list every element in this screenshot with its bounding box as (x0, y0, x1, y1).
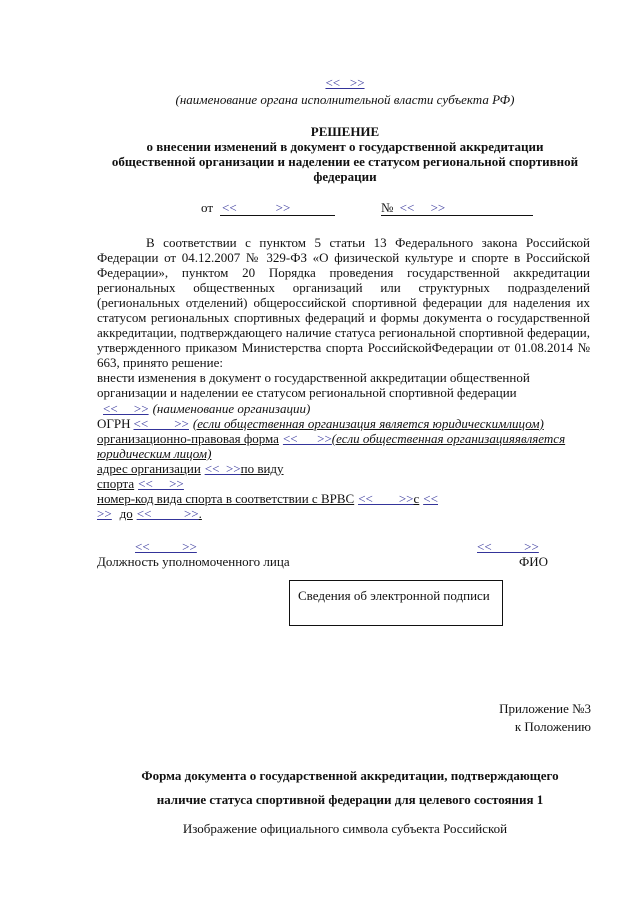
paragraph-line: Федерации», пунктом 20 Порядка проведения государственной аккредитации (97, 264, 590, 280)
sport-placeholder: << >> (138, 476, 184, 491)
ogrn-line (97, 416, 590, 431)
period-to-placeholder: << >> (136, 506, 199, 522)
legal-form-caption-line2: юридическим лицом) (97, 445, 212, 461)
paragraph-line: статусом региональных спортивных федераций и формы документа о государственной (97, 309, 590, 325)
document-subtitle-line: федерации (313, 168, 377, 184)
address-placeholder: << >> (204, 460, 241, 476)
legal-form-caption-cont (97, 446, 590, 461)
date-field (220, 200, 335, 216)
name-placeholder: << >> (477, 538, 539, 554)
address-line (97, 461, 590, 476)
legal-form-placeholder: << >> (282, 430, 332, 446)
sport-code-placeholder: << >> (358, 491, 414, 507)
appendix-label: Приложение №3 (499, 700, 591, 716)
appendix-reference: к Положению (514, 718, 591, 734)
resolution-line: организации и наделении ее статусом региональной спортивной федерации (97, 385, 517, 401)
org-name-line (97, 401, 590, 416)
period-from-open: << (423, 491, 438, 507)
date-placeholder: << >> (222, 199, 291, 215)
paragraph-line: 663, принято решение: (97, 355, 223, 371)
name-label: ФИО (518, 553, 548, 569)
org-name-placeholder: << >> (103, 400, 149, 416)
e-signature-label: Сведения об электронной подписи (298, 588, 490, 603)
position-placeholder: << >> (135, 538, 197, 554)
paragraph-line: региональных общественных организаций или структурных подразделений (97, 279, 590, 295)
ogrn-value (131, 416, 544, 431)
document-body (97, 235, 590, 522)
paragraph-line: утвержденного приказом Министерства спорта РоссийскойФедерации от 01.08.2014 № (97, 340, 590, 356)
ogrn-placeholder: << >> (133, 415, 189, 431)
sport-code-from-label: с (413, 491, 420, 507)
address-suffix: по виду (240, 460, 284, 476)
sport-label: спорта (97, 476, 135, 491)
sport-code-line (97, 491, 590, 506)
document-subtitle-line: о внесении изменений в документ о государственной аккредитации (146, 138, 544, 154)
period-line (97, 506, 590, 521)
symbol-caption: Изображение официального символа субъекта Российской (182, 820, 508, 836)
name-placeholder-line (477, 539, 539, 554)
document-subtitle-line: общественной организации и наделении ее статусом региональной спортивной (111, 153, 579, 169)
ogrn-caption: (если общественная организация является юридическимлицом) (192, 415, 544, 431)
sport-code-label: номер-код вида спорта в соответствии с ВРВС (97, 491, 355, 507)
org-name-caption: (наименование организации) (152, 400, 311, 416)
position-placeholder-line (135, 539, 197, 554)
address-label: адрес организации (97, 460, 201, 476)
paragraph-line: аккредитации, подтверждающего наличие статуса региональной спортивной федерации, (97, 325, 590, 341)
period-end: . (198, 506, 202, 522)
period-to-label: до (119, 506, 133, 522)
e-signature-box (289, 580, 503, 626)
date-from-label: от (201, 199, 214, 215)
form-title-line: наличие статуса спортивной федерации для целевого состояния 1 (156, 791, 544, 807)
form-title-line: Форма документа о государственной аккредитации, подтверждающего (141, 767, 559, 783)
period-from-close: >> (97, 506, 112, 522)
authority-placeholder: << >> (325, 74, 365, 90)
paragraph-line: В соответствии с пунктом 5 статьи 13 Федерального закона Российской (146, 234, 590, 250)
resolution-line: внести изменения в документ о государственной аккредитации общественной (97, 370, 530, 386)
ogrn-label: ОГРН (97, 415, 131, 431)
paragraph-line: (региональных отделений) общероссийской спортивной федерации для наделения их (97, 294, 590, 310)
legal-form-caption: (если общественная организацияявляется (331, 430, 566, 446)
authority-placeholder-line (97, 75, 593, 90)
number-label: № (381, 199, 394, 215)
legal-form-line (97, 431, 590, 446)
position-label: Должность уполномоченного лица (97, 553, 290, 569)
authority-caption: (наименование органа исполнительной власти субъекта РФ) (175, 91, 515, 107)
sport-line (97, 476, 590, 491)
number-placeholder: << >> (399, 199, 446, 215)
paragraph-line: Федерации от 04.12.2007 № 329-ФЗ «О физической культуре и спорте в Российской (97, 249, 590, 265)
document-title: РЕШЕНИЕ (310, 123, 380, 139)
number-field (381, 200, 533, 216)
legal-form-label: организационно-правовая форма (97, 430, 279, 446)
